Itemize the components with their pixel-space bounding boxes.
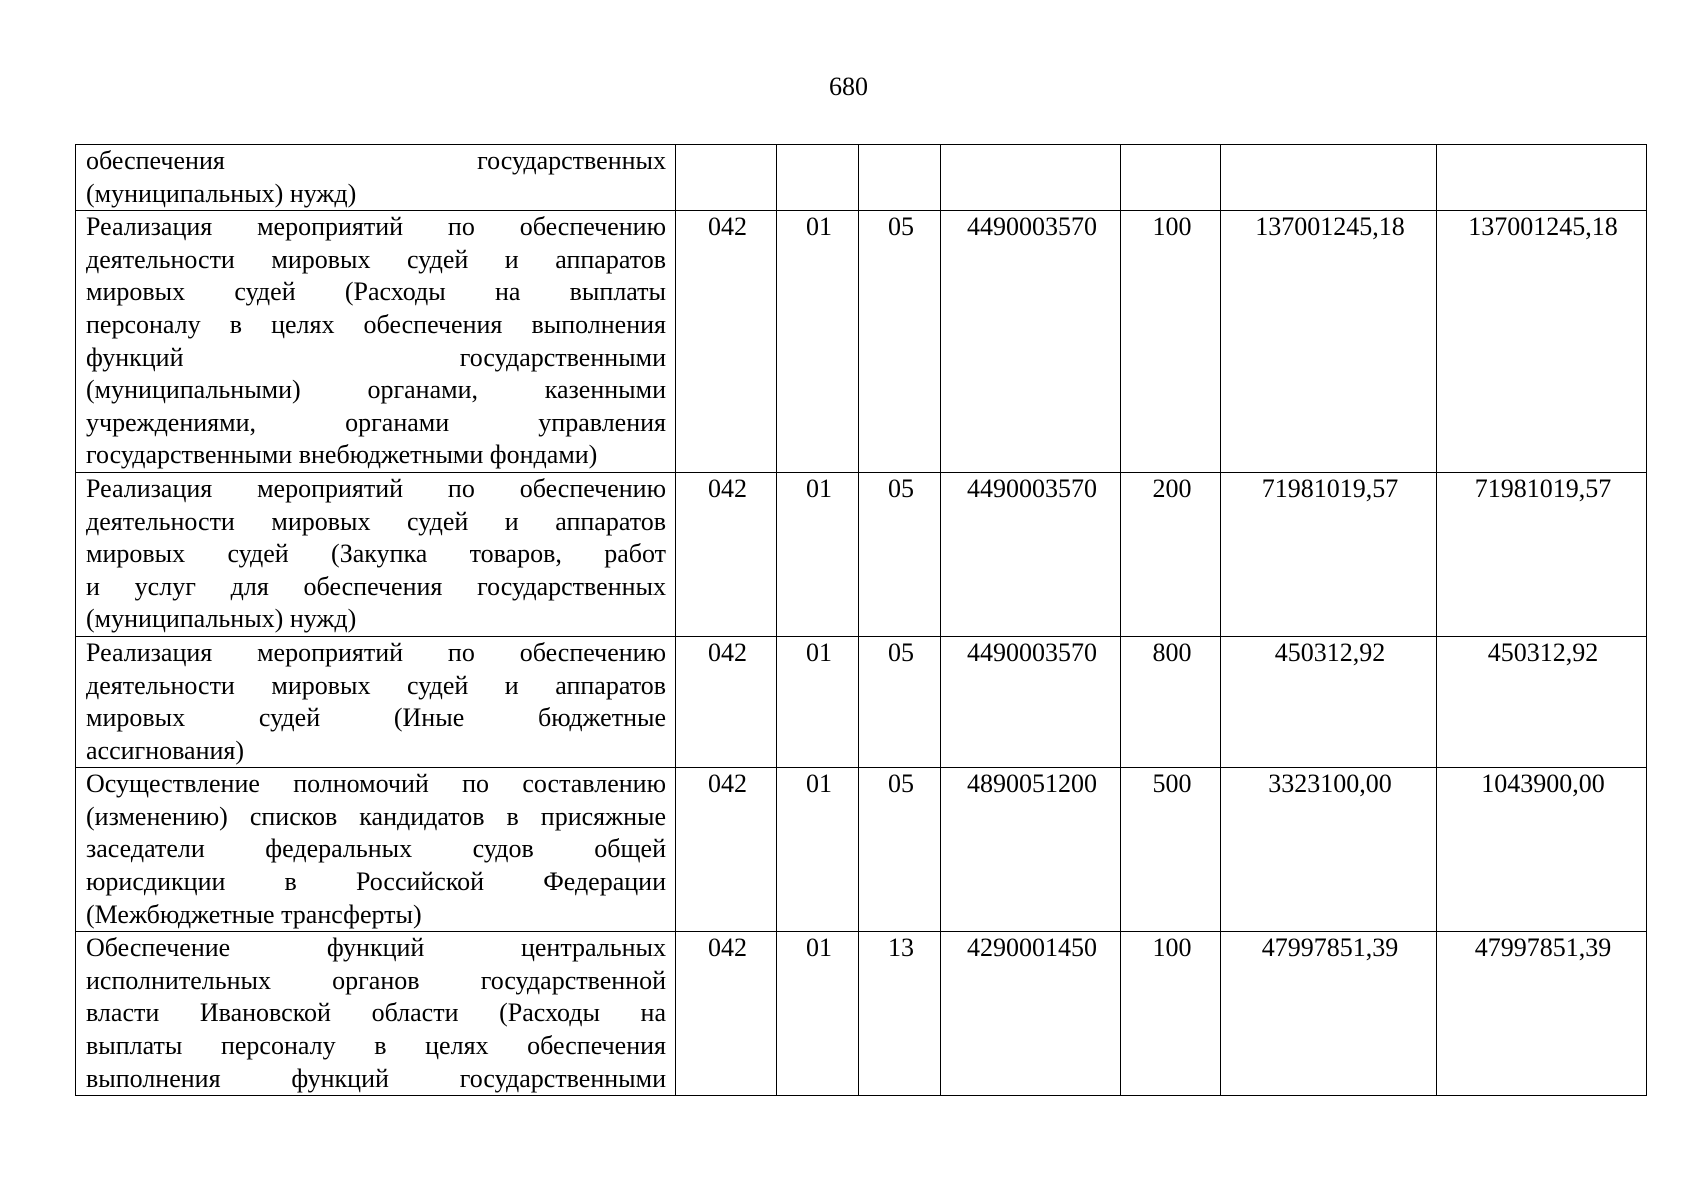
- section-code-cell: [777, 145, 859, 211]
- section-code-cell: 01: [777, 768, 859, 932]
- subsection-code-cell: 05: [859, 768, 941, 932]
- expense-type-cell: 200: [1121, 472, 1221, 636]
- description-line: ассигнования): [86, 735, 245, 765]
- amount-second-cell: 450312,92: [1437, 636, 1647, 767]
- amount-first-cell: 137001245,18: [1221, 211, 1437, 473]
- amount-first-cell: 3323100,00: [1221, 768, 1437, 932]
- description-line: Реализация мероприятий по обеспечению: [86, 637, 666, 667]
- target-article-cell: [941, 145, 1121, 211]
- description-line: обеспечения государственных: [86, 146, 666, 175]
- expense-type-cell: [1121, 145, 1221, 211]
- description-line: Обеспечение функций центральных: [86, 933, 666, 963]
- description-cell: [76, 636, 676, 767]
- ministry-code-cell: [676, 145, 777, 211]
- description-line: юрисдикции в Российской Федерации: [86, 867, 666, 897]
- amount-second-cell: 1043900,00: [1437, 768, 1647, 932]
- table-row: [76, 768, 1647, 932]
- description-line: Осуществление полномочий по составлению: [86, 769, 666, 799]
- description-line: (муниципальными) органами, казенными: [86, 375, 666, 405]
- target-article-cell: 4290001450: [941, 932, 1121, 1096]
- expense-type-cell: 500: [1121, 768, 1221, 932]
- section-code-cell: 01: [777, 211, 859, 473]
- description-cell: [76, 932, 676, 1096]
- description-line: (изменению) списков кандидатов в присяжные: [86, 801, 666, 831]
- ministry-code-cell: 042: [676, 211, 777, 473]
- description-line: (Межбюджетные трансферты): [86, 899, 422, 929]
- subsection-code-cell: 05: [859, 472, 941, 636]
- description-line: и услуг для обеспечения государственных: [86, 571, 666, 601]
- subsection-code-cell: 05: [859, 211, 941, 473]
- amount-first-cell: 47997851,39: [1221, 932, 1437, 1096]
- expense-type-cell: 100: [1121, 211, 1221, 473]
- description-line: функций государственными: [86, 342, 666, 372]
- amount-second-cell: [1437, 145, 1647, 211]
- subsection-code-cell: [859, 145, 941, 211]
- section-code-cell: 01: [777, 636, 859, 767]
- description-cell: [76, 145, 676, 211]
- description-line: деятельности мировых судей и аппаратов: [86, 670, 666, 700]
- ministry-code-cell: 042: [676, 472, 777, 636]
- description-line: исполнительных органов государственной: [86, 965, 666, 995]
- description-line: персоналу в целях обеспечения выполнения: [86, 309, 666, 339]
- description-cell: [76, 472, 676, 636]
- amount-second-cell: 137001245,18: [1437, 211, 1647, 473]
- description-line: (муниципальных) нужд): [86, 604, 357, 634]
- description-line: Реализация мероприятий по обеспечению: [86, 473, 666, 503]
- section-code-cell: 01: [777, 472, 859, 636]
- subsection-code-cell: 13: [859, 932, 941, 1096]
- description-line: выполнения функций государственными: [86, 1063, 666, 1093]
- expense-type-cell: 800: [1121, 636, 1221, 767]
- target-article-cell: 4490003570: [941, 636, 1121, 767]
- table-row: [76, 472, 1647, 636]
- ministry-code-cell: 042: [676, 768, 777, 932]
- table-row: [76, 211, 1647, 473]
- amount-first-cell: 71981019,57: [1221, 472, 1437, 636]
- page-number: 680: [829, 72, 868, 101]
- target-article-cell: 4890051200: [941, 768, 1121, 932]
- description-line: мировых судей (Иные бюджетные: [86, 703, 666, 733]
- description-line: выплаты персоналу в целях обеспечения: [86, 1031, 666, 1061]
- description-line: деятельности мировых судей и аппаратов: [86, 506, 666, 536]
- amount-first-cell: 450312,92: [1221, 636, 1437, 767]
- subsection-code-cell: 05: [859, 636, 941, 767]
- description-cell: [76, 768, 676, 932]
- description-line: государственными внебюджетными фондами): [86, 440, 598, 470]
- amount-first-cell: [1221, 145, 1437, 211]
- table-row: [76, 145, 1647, 211]
- description-line: мировых судей (Закупка товаров, работ: [86, 539, 666, 569]
- description-line: мировых судей (Расходы на выплаты: [86, 277, 666, 307]
- table-row: [76, 932, 1647, 1096]
- amount-second-cell: 71981019,57: [1437, 472, 1647, 636]
- description-line: власти Ивановской области (Расходы на: [86, 998, 666, 1028]
- table-row: [76, 636, 1647, 767]
- target-article-cell: 4490003570: [941, 211, 1121, 473]
- description-line: учреждениями, органами управления: [86, 407, 666, 437]
- description-line: заседатели федеральных судов общей: [86, 834, 666, 864]
- ministry-code-cell: 042: [676, 932, 777, 1096]
- description-line: (муниципальных) нужд): [86, 178, 357, 208]
- description-cell: [76, 211, 676, 473]
- table-body: [76, 145, 1647, 1096]
- amount-second-cell: 47997851,39: [1437, 932, 1647, 1096]
- budget-allocation-table: [75, 144, 1647, 1096]
- ministry-code-cell: 042: [676, 636, 777, 767]
- expense-type-cell: 100: [1121, 932, 1221, 1096]
- description-line: Реализация мероприятий по обеспечению: [86, 212, 666, 242]
- section-code-cell: 01: [777, 932, 859, 1096]
- description-line: деятельности мировых судей и аппаратов: [86, 244, 666, 274]
- target-article-cell: 4490003570: [941, 472, 1121, 636]
